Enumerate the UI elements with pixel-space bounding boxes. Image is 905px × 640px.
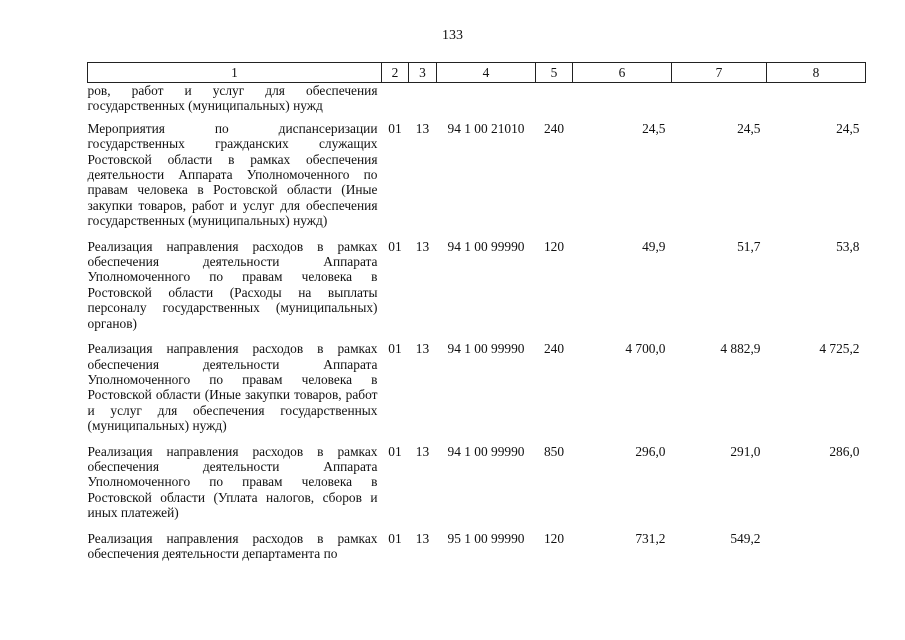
- expense-type-code: 120: [543, 530, 565, 546]
- section-code: 01: [388, 120, 402, 136]
- row-description: ров, работ и услуг для обеспечения государственных (муниципальных) нужд: [87, 83, 378, 114]
- amount-year-2: 24,5: [737, 120, 761, 136]
- target-article-code: 94 1 00 21010: [447, 120, 525, 136]
- amount-year-3: 4 725,2: [819, 341, 860, 357]
- expense-type-code: 240: [543, 341, 565, 357]
- column-header: 8: [767, 63, 866, 83]
- row-description: Реализация направления расходов в рамках обеспечения деятельности Аппарата Уполномоченного по правам человека в Ростовской области (Уплата налогов, сборов и иных платежей): [87, 443, 378, 521]
- table-row: [88, 232, 866, 334]
- target-article-code: 94 1 00 99990: [447, 238, 525, 254]
- budget-table: [87, 62, 866, 564]
- amount-year-2: 291,0: [730, 443, 761, 459]
- table-row: [88, 437, 866, 524]
- row-description: Реализация направления расходов в рамках обеспечения деятельности Аппарата Уполномоченного по правам человека в Ростовской области (Расходы на выплаты персоналу государственных (муниципальных) органов): [87, 238, 378, 331]
- section-code: 01: [388, 443, 402, 459]
- amount-year-2: 549,2: [730, 530, 761, 546]
- subsection-code: 13: [415, 530, 430, 546]
- column-header: 7: [672, 63, 767, 83]
- header-row: [88, 63, 866, 83]
- subsection-code: 13: [415, 238, 430, 254]
- section-code: 01: [388, 238, 402, 254]
- target-article-code: 94 1 00 99990: [447, 341, 525, 357]
- amount-year-2: 4 882,9: [720, 341, 761, 357]
- amount-year-1: 24,5: [642, 120, 666, 136]
- table-row: [88, 114, 866, 232]
- amount-year-1: 296,0: [635, 443, 666, 459]
- amount-year-3: 24,5: [836, 120, 860, 136]
- amount-year-3: 286,0: [829, 443, 860, 459]
- amount-year-1: 731,2: [635, 530, 666, 546]
- continuation-row: [88, 83, 866, 114]
- table-row: [88, 334, 866, 436]
- section-code: 01: [388, 530, 402, 546]
- column-header: 5: [536, 63, 573, 83]
- row-description: Реализация направления расходов в рамках обеспечения деятельности Аппарата Уполномоченного по правам человека в Ростовской области (Иные закупки товаров, работ и услуг для обеспечения государственных (муниципальных) нужд): [87, 341, 378, 434]
- target-article-code: 94 1 00 99990: [447, 443, 525, 459]
- target-article-code: 95 1 00 99990: [447, 530, 525, 546]
- table-row: [88, 524, 866, 565]
- column-header: 2: [382, 63, 409, 83]
- expense-type-code: 850: [543, 443, 565, 459]
- subsection-code: 13: [415, 443, 430, 459]
- expense-type-code: 240: [543, 120, 565, 136]
- amount-year-1: 49,9: [642, 238, 666, 254]
- expense-type-code: 120: [543, 238, 565, 254]
- amount-year-3: [767, 524, 866, 565]
- column-header: 6: [573, 63, 672, 83]
- subsection-code: 13: [415, 120, 430, 136]
- column-header: 1: [88, 63, 382, 83]
- amount-year-2: 51,7: [737, 238, 761, 254]
- amount-year-3: 53,8: [836, 238, 860, 254]
- amount-year-1: 4 700,0: [625, 341, 666, 357]
- row-description: Мероприятия по диспансеризации государственных гражданских служащих Ростовской области в рамках обеспечения деятельности Аппарата Уполномоченного по правам человека в Ростовской области (Иные закупки товаров, работ и услуг для обеспечения государственных (муниципальных) нужд): [87, 120, 378, 229]
- column-header: 3: [409, 63, 437, 83]
- page-number: 133: [442, 28, 463, 43]
- section-code: 01: [388, 341, 402, 357]
- subsection-code: 13: [415, 341, 430, 357]
- row-description: Реализация направления расходов в рамках обеспечения деятельности департамента по: [87, 530, 378, 561]
- column-header: 4: [437, 63, 536, 83]
